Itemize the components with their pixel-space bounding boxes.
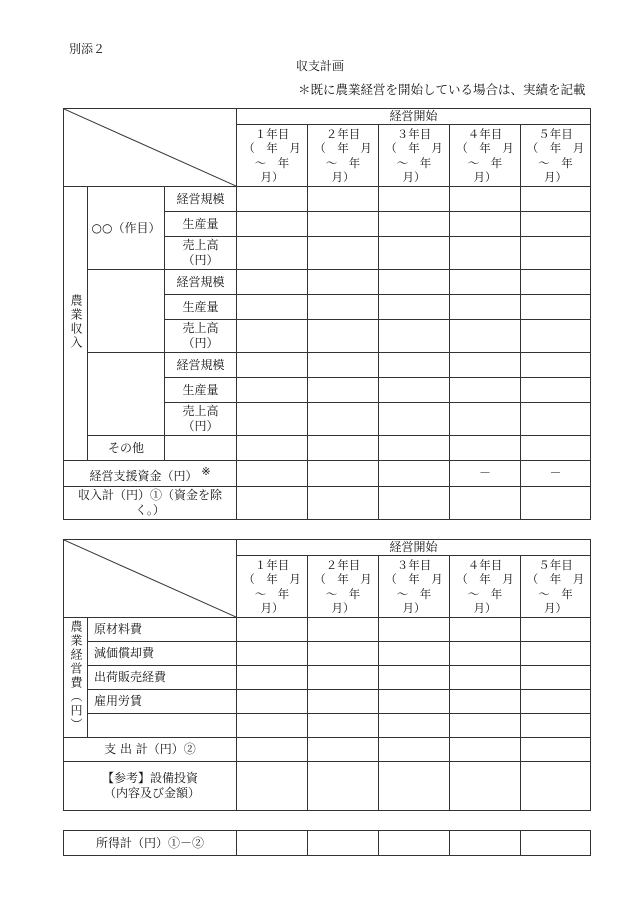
input-cell[interactable] [237, 831, 308, 856]
start-header: 経営開始 [237, 109, 591, 125]
year-1-header: １年目 （ 年 月 ～ 年 月） [237, 125, 308, 187]
input-cell[interactable] [450, 212, 521, 237]
input-cell[interactable] [450, 666, 521, 690]
input-cell[interactable] [450, 320, 521, 353]
input-cell[interactable] [450, 436, 521, 461]
year-2-header: ２年目 （ 年 月 ～ 年 月） [308, 556, 379, 618]
input-cell[interactable] [450, 690, 521, 714]
input-cell[interactable] [237, 738, 308, 762]
capex-reference-label: 【参考】設備投資 （内容及び金額） [64, 762, 237, 811]
input-cell[interactable] [379, 666, 450, 690]
input-cell[interactable] [308, 378, 379, 403]
input-cell[interactable] [237, 666, 308, 690]
input-cell[interactable] [308, 270, 379, 295]
input-cell[interactable] [237, 690, 308, 714]
input-cell[interactable] [379, 690, 450, 714]
input-cell[interactable] [308, 666, 379, 690]
input-cell[interactable] [379, 212, 450, 237]
input-cell[interactable] [308, 403, 379, 436]
expense-table [63, 539, 591, 811]
expense-item-blank[interactable] [88, 714, 237, 738]
year-3-header: ３年目 （ 年 月 ～ 年 月） [379, 556, 450, 618]
input-cell[interactable] [379, 237, 450, 270]
input-cell[interactable] [521, 642, 591, 666]
input-cell[interactable] [379, 461, 450, 487]
net-income-label: 所得計（円）①－② [64, 831, 237, 856]
input-cell[interactable] [308, 487, 379, 520]
input-cell[interactable] [308, 436, 379, 461]
year-4-header: ４年目 （ 年 月 ～ 年 月） [450, 556, 521, 618]
sales-label: 売上高 （円） [165, 320, 237, 353]
input-cell[interactable] [450, 738, 521, 762]
input-cell[interactable] [308, 714, 379, 738]
input-cell[interactable] [521, 187, 591, 212]
input-cell[interactable] [521, 738, 591, 762]
income-total-label: 収入計（円）①（資金を除く。） [64, 487, 237, 520]
input-cell[interactable] [237, 212, 308, 237]
corner-cell [64, 540, 237, 618]
input-cell[interactable] [379, 320, 450, 353]
scale-label: 経営規模 [165, 353, 237, 378]
year-5-header: ５年目 （ 年 月 ～ 年 月） [521, 125, 591, 187]
production-label: 生産量 [165, 295, 237, 320]
other-blank [165, 436, 237, 461]
input-cell[interactable] [450, 378, 521, 403]
input-cell[interactable] [237, 187, 308, 212]
input-cell[interactable] [379, 378, 450, 403]
input-cell[interactable] [521, 436, 591, 461]
input-cell[interactable] [450, 714, 521, 738]
input-cell[interactable] [308, 831, 379, 856]
input-cell[interactable] [521, 618, 591, 642]
input-cell[interactable] [379, 642, 450, 666]
input-cell[interactable] [237, 436, 308, 461]
input-cell[interactable] [308, 738, 379, 762]
input-cell[interactable] [379, 831, 450, 856]
input-cell[interactable] [379, 187, 450, 212]
input-cell[interactable] [237, 237, 308, 270]
input-cell[interactable] [521, 353, 591, 378]
input-cell[interactable] [450, 237, 521, 270]
expense-total-label: 支 出 計（円）② [64, 738, 237, 762]
input-cell[interactable] [521, 666, 591, 690]
input-cell[interactable] [237, 295, 308, 320]
year-2-header: ２年目 （ 年 月 ～ 年 月） [308, 125, 379, 187]
input-cell[interactable] [450, 762, 521, 811]
input-cell[interactable] [521, 690, 591, 714]
production-label: 生産量 [165, 378, 237, 403]
input-cell[interactable] [308, 618, 379, 642]
input-cell[interactable] [379, 618, 450, 642]
crop-blank [88, 270, 165, 353]
input-cell[interactable] [450, 295, 521, 320]
input-cell[interactable] [521, 270, 591, 295]
input-cell[interactable] [379, 270, 450, 295]
expense-item-labor: 雇用労賃 [88, 690, 237, 714]
dash-cell: － [450, 461, 521, 487]
income-table [63, 108, 591, 520]
input-cell[interactable] [237, 762, 308, 811]
input-cell[interactable] [521, 714, 591, 738]
input-cell[interactable] [379, 487, 450, 520]
farm-expense-group: 農業経営費（円） [64, 618, 88, 738]
net-income-table [63, 830, 591, 856]
year-4-header: ４年目 （ 年 月 ～ 年 月） [450, 125, 521, 187]
scale-label: 経営規模 [165, 270, 237, 295]
input-cell[interactable] [379, 738, 450, 762]
input-cell[interactable] [237, 378, 308, 403]
diagonal-line [64, 109, 236, 186]
input-cell[interactable] [450, 618, 521, 642]
expense-item-depreciation: 減価償却費 [88, 642, 237, 666]
input-cell[interactable] [308, 295, 379, 320]
sales-label: 売上高 （円） [165, 237, 237, 270]
input-cell[interactable] [521, 295, 591, 320]
crop-label: ○○（作目） [88, 187, 165, 270]
input-cell[interactable] [308, 187, 379, 212]
attachment-label: 別添２ [69, 42, 106, 56]
input-cell[interactable] [237, 714, 308, 738]
input-cell[interactable] [308, 690, 379, 714]
input-cell[interactable] [379, 403, 450, 436]
input-cell[interactable] [237, 270, 308, 295]
input-cell[interactable] [237, 461, 308, 487]
input-cell[interactable] [237, 353, 308, 378]
input-cell[interactable] [308, 353, 379, 378]
input-cell[interactable] [308, 461, 379, 487]
input-cell[interactable] [237, 618, 308, 642]
scale-label: 経営規模 [165, 187, 237, 212]
sales-label: 売上高 （円） [165, 403, 237, 436]
input-cell[interactable] [450, 353, 521, 378]
year-5-header: ５年目 （ 年 月 ～ 年 月） [521, 556, 591, 618]
input-cell[interactable] [237, 320, 308, 353]
input-cell[interactable] [308, 212, 379, 237]
input-cell[interactable] [450, 403, 521, 436]
input-cell[interactable] [308, 762, 379, 811]
crop-blank [88, 353, 165, 436]
input-cell[interactable] [521, 237, 591, 270]
input-cell[interactable] [308, 320, 379, 353]
note-mark: ※ [201, 464, 211, 478]
other-label: その他 [88, 436, 165, 461]
support-fund-label: 経営支援資金（円） ※ [64, 461, 237, 487]
input-cell[interactable] [521, 487, 591, 520]
input-cell[interactable] [450, 270, 521, 295]
input-cell[interactable] [379, 295, 450, 320]
input-cell[interactable] [450, 642, 521, 666]
expense-item-materials: 原材料費 [88, 618, 237, 642]
input-cell[interactable] [308, 642, 379, 666]
input-cell[interactable] [379, 762, 450, 811]
instruction-note: ＊既に農業経営を開始している場合は、実績を記載 [298, 82, 586, 97]
expense-item-shipping: 出荷販売経費 [88, 666, 237, 690]
input-cell[interactable] [379, 436, 450, 461]
diagonal-line [64, 540, 236, 617]
corner-cell [64, 109, 237, 187]
input-cell[interactable] [521, 212, 591, 237]
production-label: 生産量 [165, 212, 237, 237]
page-title: 収支計画 [296, 59, 345, 73]
year-1-header: １年目 （ 年 月 ～ 年 月） [237, 556, 308, 618]
input-cell[interactable] [521, 320, 591, 353]
input-cell[interactable] [237, 487, 308, 520]
year-3-header: ３年目 （ 年 月 ～ 年 月） [379, 125, 450, 187]
input-cell[interactable] [450, 487, 521, 520]
farm-income-group: 農業収入 [64, 187, 88, 461]
input-cell[interactable] [237, 403, 308, 436]
input-cell[interactable] [308, 237, 379, 270]
input-cell[interactable] [521, 403, 591, 436]
start-header: 経営開始 [237, 540, 591, 556]
input-cell[interactable] [450, 831, 521, 856]
input-cell[interactable] [521, 762, 591, 811]
input-cell[interactable] [379, 353, 450, 378]
dash-cell: － [521, 461, 591, 487]
input-cell[interactable] [450, 187, 521, 212]
input-cell[interactable] [237, 642, 308, 666]
input-cell[interactable] [521, 831, 591, 856]
input-cell[interactable] [379, 714, 450, 738]
input-cell[interactable] [521, 378, 591, 403]
